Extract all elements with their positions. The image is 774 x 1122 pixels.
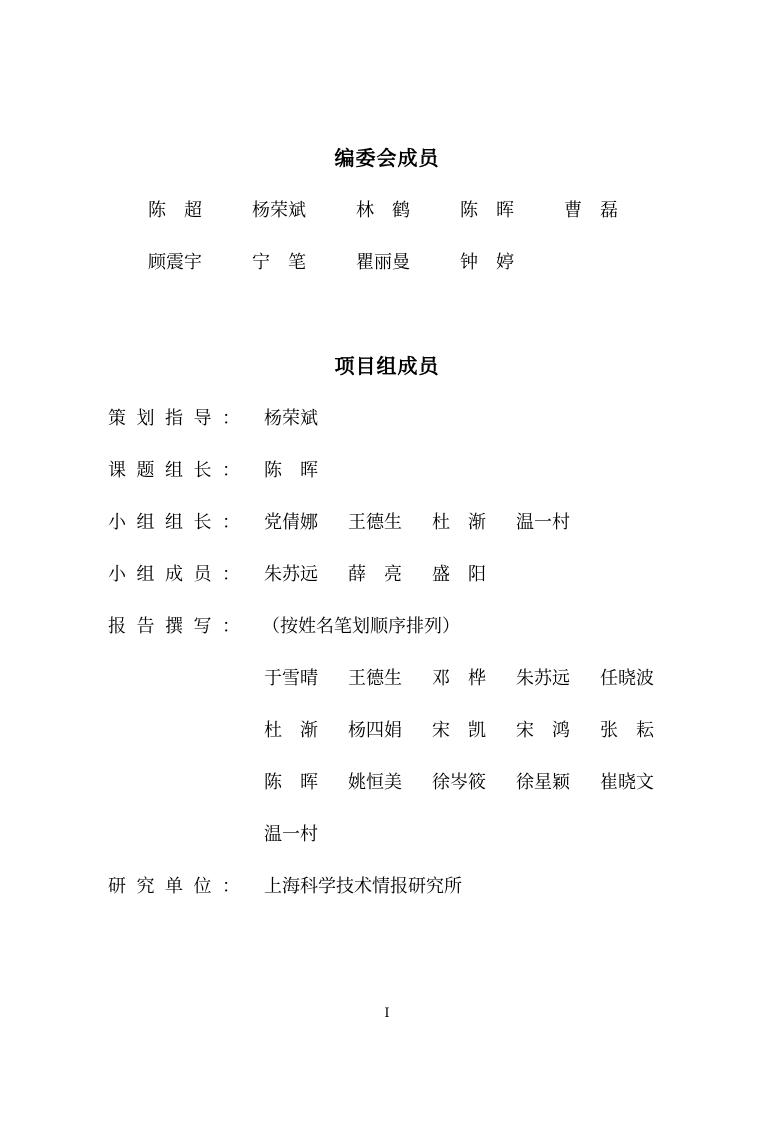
board-member: 钟 婷: [460, 252, 514, 273]
label-char: 究: [136, 876, 155, 897]
writer-name: 姚恒美: [348, 772, 402, 793]
label-char: 成: [165, 564, 183, 585]
writer-name: 徐岑筱: [432, 772, 486, 793]
label-char: 员: [193, 564, 212, 585]
group-leader-name: 杜 渐: [432, 512, 486, 533]
writer-name: 邓 桦: [432, 668, 486, 689]
project-team-title: 项目组成员: [334, 354, 440, 378]
writer-name: 杜 渐: [264, 720, 318, 741]
writer-name: 王德生: [348, 668, 402, 689]
board-member: 曹 磊: [564, 200, 618, 221]
label-char: 导: [193, 408, 212, 429]
writer-name: 陈 晖: [264, 772, 318, 793]
leader-label: [108, 460, 240, 482]
unit-label: [108, 876, 240, 898]
member-name: 朱苏远: [264, 564, 318, 585]
board-member: 杨荣斌: [252, 200, 306, 221]
label-char: 组: [165, 460, 183, 481]
writer-name: 宋 凯: [432, 720, 486, 741]
member-name: 薛 亮: [348, 564, 402, 585]
group-leader-name: 党倩娜: [264, 512, 318, 533]
writer-name: 张 耘: [600, 720, 654, 741]
group-leader-name: 温一村: [516, 512, 570, 533]
board-member: 宁 笔: [252, 252, 306, 273]
label-char: ：: [222, 408, 240, 429]
label-char: ：: [222, 460, 240, 481]
label-char: 写: [193, 616, 212, 637]
writer-name: 温一村: [264, 824, 318, 845]
label-char: 位: [193, 876, 212, 897]
writers-label: [108, 616, 240, 638]
label-char: 小: [108, 564, 126, 585]
label-char: 告: [136, 616, 155, 637]
label-char: 长: [193, 460, 212, 481]
page-number: I: [384, 1006, 390, 1021]
label-char: ：: [222, 564, 240, 585]
label-char: 组: [136, 512, 155, 533]
label-char: 撰: [165, 616, 183, 637]
editorial-board-title: 编委会成员: [334, 146, 440, 170]
writer-name: 宋 鸿: [516, 720, 570, 741]
label-char: ：: [222, 876, 240, 897]
label-char: ：: [222, 512, 240, 533]
board-member: 顾震宇: [148, 252, 202, 273]
board-member: 陈 超: [148, 200, 202, 221]
group-leader-label: [108, 512, 240, 534]
planning-value: 杨荣斌: [264, 408, 318, 429]
planning-label: [108, 408, 240, 430]
label-char: 组: [136, 564, 155, 585]
group-leader-name: 王德生: [348, 512, 402, 533]
members-label: [108, 564, 240, 586]
label-char: 组: [165, 512, 183, 533]
writer-name: 徐星颖: [516, 772, 570, 793]
writers-note: （按姓名笔划顺序排列）: [262, 616, 460, 637]
member-name: 盛 阳: [432, 564, 486, 585]
label-char: 报: [108, 616, 126, 637]
label-char: 小: [108, 512, 126, 533]
label-char: 研: [108, 876, 126, 897]
unit-value: 上海科学技术情报研究所: [264, 876, 462, 897]
board-member: 陈 晖: [460, 200, 514, 221]
writer-name: 于雪晴: [264, 668, 318, 689]
label-char: ：: [222, 616, 240, 637]
writer-name: 朱苏远: [516, 668, 570, 689]
label-char: 划: [136, 408, 155, 429]
label-char: 长: [193, 512, 212, 533]
label-char: 课: [108, 460, 126, 481]
label-char: 策: [108, 408, 126, 429]
label-char: 单: [165, 876, 183, 897]
board-member: 林 鹤: [356, 200, 410, 221]
board-member: 瞿丽曼: [356, 252, 410, 273]
leader-value: 陈 晖: [264, 460, 318, 481]
writer-name: 任晓波: [600, 668, 654, 689]
writer-name: 崔晓文: [600, 772, 654, 793]
writer-name: 杨四娟: [348, 720, 402, 741]
label-char: 题: [136, 460, 155, 481]
label-char: 指: [165, 408, 183, 429]
